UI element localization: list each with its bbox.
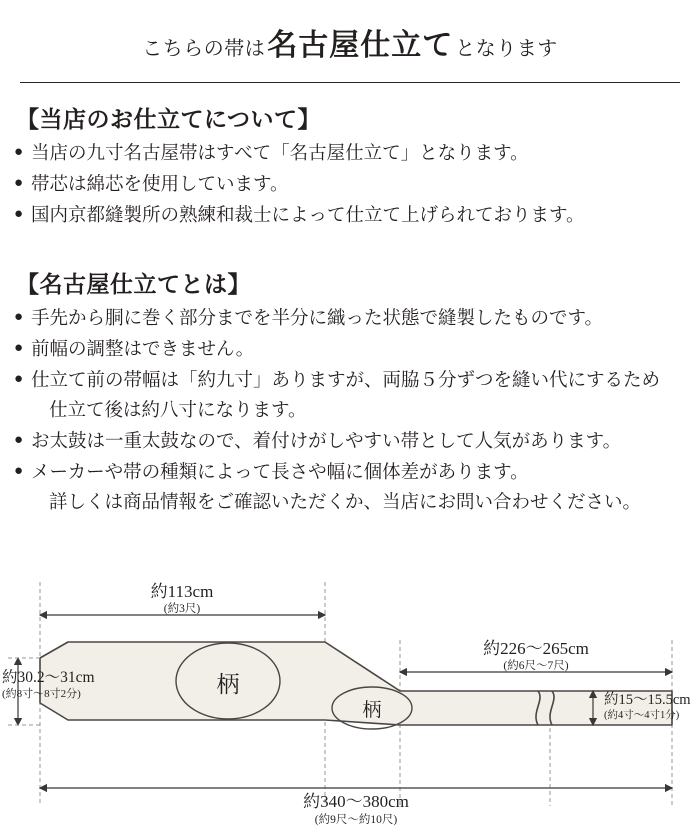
list-item-text [31, 459, 686, 519]
measure-top-sub: (約3尺) [163, 603, 201, 615]
list-item-text-main: 仕立て前の帯幅は「約九寸」ありますが、両脇５分ずつを縫い代にするため [31, 370, 661, 391]
section-title-nagoya-definition: 【名古屋仕立てとは】 [16, 271, 251, 297]
bullet-dot-icon: ● [14, 370, 24, 387]
bullet-dot-icon: ● [14, 144, 24, 160]
pattern-label-small: 柄 [362, 700, 382, 721]
page-title-suffix: となります [455, 38, 558, 60]
pattern-label-large: 柄 [216, 672, 240, 697]
measure-bottom-total-sub: (約9尺〜約10尺) [314, 814, 398, 826]
bullet-dot-icon: ● [14, 431, 24, 448]
list-item-text-indent: 仕立て後は約八寸になります。 [49, 400, 307, 421]
page-title [14, 0, 686, 74]
obi-dimension-diagram [0, 560, 700, 840]
measure-right-top [400, 639, 672, 672]
section-store-tailoring [14, 101, 686, 232]
measure-right-top-sub: (約6尺〜7尺) [503, 660, 569, 672]
list-item [14, 140, 686, 170]
obi-diagram-svg [0, 560, 700, 840]
list-item-text: お太鼓は一重太鼓なので、着付けがしやすい帯として人気があります。 [31, 431, 622, 452]
bullet-list-store-tailoring [14, 140, 686, 232]
list-item [14, 459, 686, 519]
list-item-text: 手先から胴に巻く部分までを半分に織った状態で縫製したものです。 [31, 308, 604, 329]
list-item [14, 367, 686, 427]
list-item-text-main: メーカーや帯の種類によって長さや幅に個体差があります。 [31, 462, 529, 483]
page-title-emphasis: 名古屋仕立て [267, 29, 454, 62]
list-item-text [31, 367, 686, 427]
measure-bottom-total [40, 788, 672, 826]
list-item-text: 国内京都縫製所の熟練和裁士によって仕立て上げられております。 [31, 205, 585, 226]
list-item [14, 202, 686, 232]
measure-top [40, 582, 325, 615]
list-item [14, 428, 686, 458]
header-divider [20, 82, 680, 83]
list-item-text: 当店の九寸名古屋帯はすべて「名古屋仕立て」となります。 [31, 144, 529, 164]
page-title-prefix: こちらの帯は [142, 38, 266, 60]
list-item-text: 帯芯は綿芯を使用しています。 [31, 174, 289, 195]
list-item-text: 前幅の調整はできません。 [31, 339, 255, 360]
list-item-text-indent: 詳しくは商品情報をご確認いただくか、当店にお問い合わせください。 [49, 492, 642, 513]
bullet-dot-icon: ● [14, 308, 24, 325]
measure-left-height-value: 約30.2〜31cm [2, 669, 95, 686]
measure-bottom-total-value: 約340〜380cm [303, 792, 409, 811]
list-item [14, 336, 686, 366]
measure-top-value: 約113cm [150, 582, 214, 601]
bullet-dot-icon: ● [14, 462, 24, 479]
section-nagoya-definition [14, 266, 686, 519]
measure-right-top-value: 約226〜265cm [483, 639, 589, 658]
list-item [14, 305, 686, 335]
bullet-dot-icon: ● [14, 339, 24, 356]
measure-right-width-sub: (約4寸〜4寸1分) [604, 710, 680, 721]
list-item [14, 171, 686, 201]
measure-left-height-sub: (約8寸〜8寸2分) [2, 688, 81, 700]
measure-right-width-value: 約15〜15.5cm [604, 692, 691, 708]
bullet-dot-icon: ● [14, 205, 24, 222]
bullet-dot-icon: ● [14, 174, 24, 191]
bullet-list-nagoya-definition [14, 305, 686, 519]
section-title-store-tailoring: 【当店のお仕立てについて】 [16, 107, 322, 132]
